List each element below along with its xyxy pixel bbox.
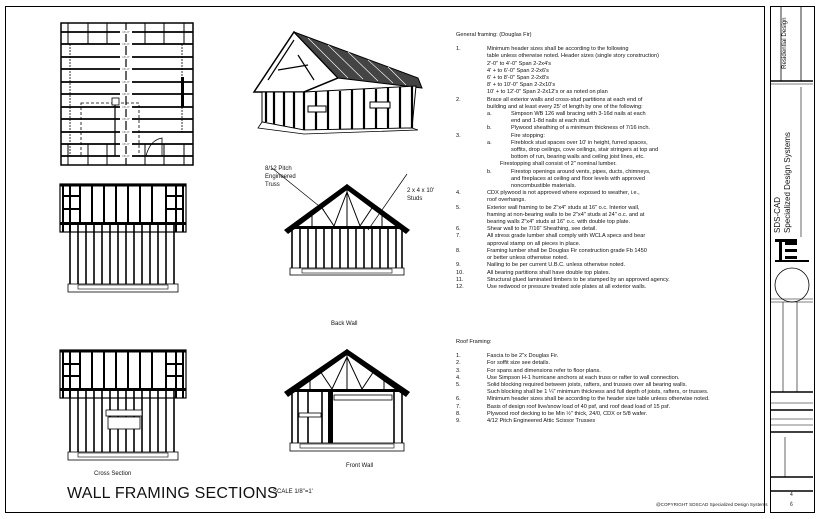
note-text: Plywood roof decking to be Min ½" thick, 24/0, CDX or 5/8 wafer. (487, 410, 648, 417)
truss-callout-line: 8/12 Pitch (265, 166, 292, 172)
project-type-label: Residential Design (781, 17, 788, 69)
note-number: 4. (456, 374, 461, 381)
plan-dimension-label: 16'-0" (122, 142, 130, 146)
note-text: 4/12 Pitch Engineered Attic Scissor Trusses (487, 418, 596, 425)
header-span-row: 8' + to 10'-0" Span 2-2x10's (487, 82, 556, 89)
company-logo (775, 239, 809, 262)
note-text: Use Simpson H-1 hurricane anchors at each truss or rafter to wall connection. (487, 374, 680, 381)
plan-dimension-label: 16'-0" (122, 154, 130, 158)
note-text: All stress grade lumber shall comply with WCLA specs and bear (487, 233, 646, 240)
note-text: Shear wall to be 7/16" Sheathing, see detail. (487, 226, 597, 233)
note-item (456, 368, 766, 375)
note-number: 5. (456, 382, 461, 389)
note-item (456, 411, 766, 418)
note-number: 1. (456, 353, 461, 360)
note-text: bottom of run, bearing walls and ceiling joist lines, etc. (511, 154, 645, 161)
note-text: Firestop openings around vents, pipes, ducts, chimneys, (511, 168, 651, 175)
note-text: Plywood sheathing of a minimum thickness of 7/16 inch. (511, 125, 650, 132)
note-text: Use redwood or pressure treated sole plates at all exterior walls. (487, 283, 647, 290)
sheet-title: WALL FRAMING SECTIONS (67, 485, 279, 502)
note-text: Framing lumber shall be Douglas Fir construction grade Fb 1450 (487, 247, 647, 254)
note-item (456, 404, 766, 411)
sub-label: a. (487, 111, 492, 118)
isometric-shed-framing (248, 30, 428, 140)
note-item (456, 46, 766, 53)
note-number: 2. (456, 360, 461, 367)
header-span-row: 4' + to 6'-0" Span 2-2x6's (487, 67, 549, 74)
note-item (456, 418, 766, 425)
note-number: 8. (456, 410, 461, 417)
note-number: 6. (456, 396, 461, 403)
truss-callout-line: Truss (265, 182, 280, 188)
roof-framing-notes (456, 339, 766, 425)
plan-dimension-label: 16'-0" (122, 80, 130, 84)
note-text: Minimum header sizes shall be according to the header size table unless otherwise noted. (487, 396, 710, 403)
note-number: 3. (456, 132, 461, 139)
note-text: All bearing partitions shall have double top plates. (487, 269, 611, 276)
note-item (456, 360, 766, 367)
note-text: Basis of design roof live/snow load of 40 psf, and roof dead load of 15 psf. (487, 403, 671, 410)
note-number: 9. (456, 262, 461, 269)
note-text: CDX plywood is not approved where exposed to weather, i.e., (487, 190, 640, 197)
roof-framing-heading: Roof Framing: (456, 339, 492, 345)
sub-item (456, 140, 766, 147)
note-number: 5. (456, 204, 461, 211)
note-number: 7. (456, 233, 461, 240)
note-number: 1. (456, 46, 461, 53)
plan-dimension-label: 16'-0" (122, 42, 130, 46)
note-text: Fireblock stud spaces over 10' in height, furred spaces, (511, 139, 648, 146)
truss-callout-line: Engineered (265, 174, 296, 180)
plan-dimension-label: 16'-0" (122, 117, 130, 121)
back-wall-elevation (282, 182, 412, 282)
note-text: or better unless otherwise noted. (487, 255, 569, 262)
side-wall-elevation (60, 184, 186, 296)
plan-dimension-label: 16'-0" (122, 105, 130, 109)
header-span-row: 10' + to 12'-0" Span 2-2x12's or as noted on plan (487, 89, 608, 96)
note-text: For spans and dimensions refer to floor plans. (487, 367, 601, 374)
note-text: bearing walls 2"x4" studs at 16" o.c. with double top plate. (487, 219, 631, 226)
note-number: 11. (456, 276, 464, 283)
note-item (456, 382, 766, 389)
note-number: 9. (456, 418, 461, 425)
stud-callout (407, 187, 434, 203)
sub-label: b. (487, 125, 492, 132)
stud-leader-line (368, 174, 407, 230)
note-text: noncombustible materials. (511, 183, 576, 190)
note-text: Fire stopping: (511, 132, 545, 139)
company-short-name: SDS-CAD (773, 196, 782, 233)
sheet-number: 4 (790, 492, 793, 498)
sub-item (456, 125, 766, 132)
note-item (456, 375, 766, 382)
note-text: Simpson WB 126 wall bracing with 3-16d nails at each (511, 111, 646, 118)
note-text: Such blocking shall be 1 ¼" minimum thickness and full depth of joists, rafters, or trusses. (487, 389, 709, 396)
header-span-row: 6' + to 8'-0" Span 2-2x8's (487, 75, 549, 82)
sub-label: b. (487, 168, 492, 175)
note-item (456, 233, 766, 240)
note-text: For soffit size see details. (487, 360, 551, 367)
floor-framing-plan (60, 22, 195, 172)
plan-dimension-label: 16'-0" (122, 92, 130, 96)
note-number: 2. (456, 96, 461, 103)
note-item (456, 226, 766, 233)
note-item (456, 284, 766, 291)
note-text: Minimum header sizes shall be according to the following (487, 46, 629, 53)
note-text: Fascia to be 2"x Douglas Fir. (487, 353, 559, 360)
company-full-name: Specialized Design Systems (783, 132, 792, 233)
note-text: Firestopping shall consist of 2" nominal lumber. (500, 161, 617, 168)
note-item (456, 248, 766, 255)
note-item (456, 353, 766, 360)
copyright-notice: @COPYRIGHT SDSCAD Specialized Design Systems (656, 502, 768, 507)
note-text: roof overhangs. (487, 197, 526, 204)
note-item (456, 190, 766, 197)
general-framing-notes (456, 32, 766, 291)
note-item (456, 205, 766, 212)
sheet-total: 6 (790, 502, 793, 508)
note-text: Solid blocking required between joists, rafters, and trusses over all bearing walls. (487, 382, 687, 389)
note-text: building and at least every 25' of length by one of the following: (487, 103, 643, 110)
note-text: approval stamp on all pieces in place. (487, 240, 581, 247)
note-item (456, 270, 766, 277)
note-item (456, 97, 766, 104)
plan-dimension-label: 16'-0" (122, 130, 130, 134)
note-item (456, 277, 766, 284)
note-text: Brace all exterior walls and cross-stud partitions at each end of (487, 96, 643, 103)
plan-dimension-label: 16'-0" (122, 55, 130, 59)
title-block (770, 6, 815, 513)
note-item (456, 262, 766, 269)
note-text: soffits, drop ceilings, cove ceilings, stair stringers at top and (511, 147, 659, 154)
note-item (456, 396, 766, 403)
plan-dimension-label: 16'-0" (122, 67, 130, 71)
note-number: 8. (456, 247, 461, 254)
back-wall-caption: Back Wall (331, 321, 358, 327)
cross-section-caption: Cross Section (94, 471, 132, 477)
cross-section-elevation (60, 350, 186, 464)
note-number: 6. (456, 226, 461, 233)
note-number: 10. (456, 269, 464, 276)
stud-callout-line: Studs (407, 196, 423, 202)
note-text: Exterior wall framing to be 2"x4" studs at 16" o.c. Interior wall, (487, 204, 640, 211)
note-text: framing at non-bearing walls to be 2"x4" studs at 24" o.c. and at (487, 211, 645, 218)
sub-label: a. (487, 139, 492, 146)
note-number: 4. (456, 190, 461, 197)
general-framing-heading: General framing: (Douglas Fir) (456, 32, 532, 38)
note-text: Structural glued laminated timbers to be stamped by an approved agency. (487, 276, 670, 283)
note-item (456, 133, 766, 140)
stud-callout-line: 2 x 4 x 10' (407, 188, 435, 194)
front-wall-elevation (282, 347, 412, 457)
note-text: end and 1-8d nails at each stud. (511, 118, 591, 125)
sheet-scale: SCALE 1/8"=1' (273, 489, 313, 495)
truss-callout (265, 165, 296, 189)
note-text: Nailing to be per current U.B.C. unless otherwise noted. (487, 262, 626, 269)
sub-item (456, 169, 766, 176)
header-span-row: 2'-0" to 4'-0" Span 2-2x4's (487, 60, 552, 67)
note-number: 12. (456, 283, 464, 290)
note-text: table unless otherwise noted. Header sizes (single story construction) (487, 53, 659, 60)
sheet-number-box: 4 - 6 (790, 492, 793, 508)
front-wall-caption: Front Wall (346, 463, 374, 469)
note-text: and fireplaces at ceiling and floor levels with approved (511, 175, 646, 182)
title-block-lines (771, 7, 813, 512)
sub-item (456, 111, 766, 118)
note-number: 7. (456, 403, 461, 410)
note-number: 3. (456, 367, 461, 374)
plan-dimension-label: 16'-0" (122, 30, 130, 34)
